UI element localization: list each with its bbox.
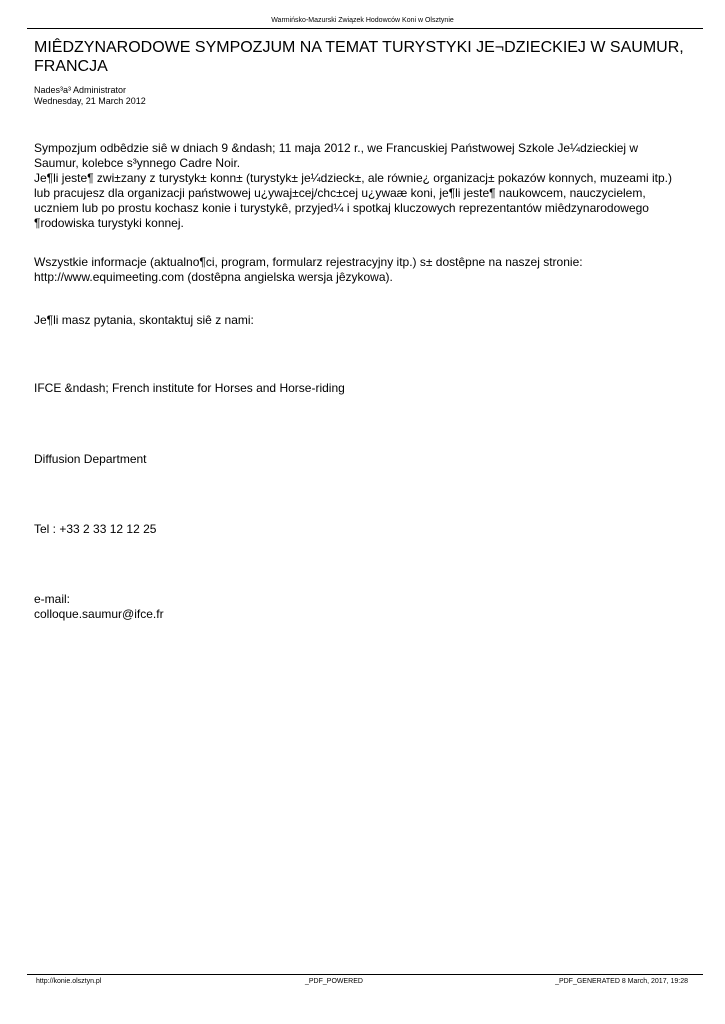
contact-institute: IFCE &ndash; French institute for Horses and Horse-riding — [34, 381, 345, 395]
contact-phone: Tel : +33 2 33 12 12 25 — [34, 522, 157, 536]
intro-paragraph — [34, 141, 696, 231]
paragraph-line: lub pracujesz dla organizacji państwowej u¿ywaj±cej/chc±cej u¿ywaæ koni, je¶li jeste¶ naukowcem, nauczycielem, — [34, 186, 646, 200]
contact-email-block — [34, 592, 696, 622]
author-line: Nades³a³ Administrator — [34, 85, 127, 95]
article-meta — [34, 85, 146, 107]
paragraph-line: http://www.equimeeting.com (dostêpna angielska wersja jêzykowa). — [34, 270, 393, 284]
paragraph-line: Wszystkie informacje (aktualno¶ci, program, formularz rejestracyjny itp.) s± dostêpne na naszej stronie: — [34, 255, 583, 269]
footer-divider — [27, 974, 703, 975]
email-address: colloque.saumur@ifce.fr — [34, 607, 164, 621]
document-header-organization: Warmińsko-Mazurski Związek Hodowców Koni w Olsztynie — [271, 17, 454, 24]
paragraph-line: Je¶li jeste¶ zwi±zany z turystyk± konn± (turystyk± je¼dzieck±, ale równie¿ organizacj± pokazów konnych, muzeami itp.) — [34, 171, 672, 185]
paragraph-line: uczniem lub po prostu kochasz konie i turystykê, przyjed¼ i spotkaj kluczowych reprezentantów miêdzynarodowego — [34, 201, 649, 215]
info-paragraph — [34, 255, 696, 285]
publish-date: Wednesday, 21 March 2012 — [34, 96, 146, 106]
footer-site-url: http://konie.olsztyn.pl — [36, 978, 102, 985]
article-title: MIÊDZYNARODOWE SYMPOZJUM NA TEMAT TURYSTYKI JE¬DZIECKIEJ W SAUMUR, FRANCJA — [34, 39, 684, 75]
email-label: e-mail: — [34, 592, 71, 606]
contact-intro: Je¶li masz pytania, skontaktuj siê z nami: — [34, 313, 254, 327]
footer-pdf-generated: _PDF_GENERATED 8 March, 2017, 19:28 — [555, 978, 688, 985]
paragraph-line: Sympozjum odbêdzie siê w dniach 9 &ndash; 11 maja 2012 r., we Francuskiej Państwowej Szkole Je¼dzieckiej w — [34, 141, 639, 155]
paragraph-line: Saumur, kolebce s³ynnego Cadre Noir. — [34, 156, 241, 170]
contact-department: Diffusion Department — [34, 452, 147, 466]
paragraph-line: ¶rodowiska turystyki konnej. — [34, 216, 184, 230]
header-divider — [27, 28, 703, 29]
footer-pdf-powered: _PDF_POWERED — [305, 978, 363, 985]
